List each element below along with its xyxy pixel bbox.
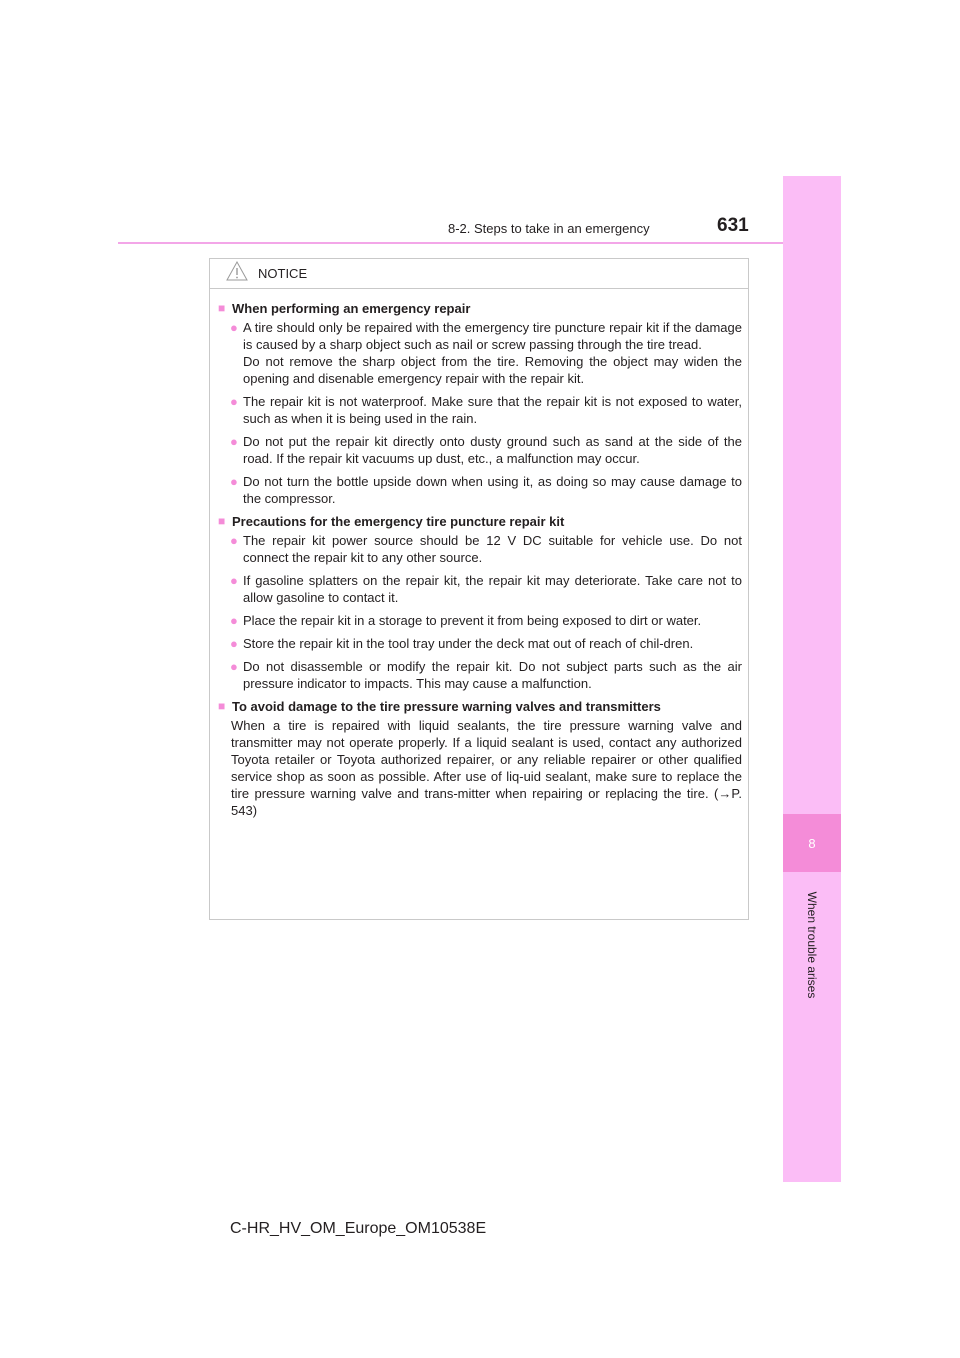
circle-bullet-icon: ● [230, 533, 238, 548]
circle-bullet-icon: ● [230, 659, 238, 674]
notice-body [210, 289, 748, 819]
section-title: 8-2. Steps to take in an emergency [448, 221, 650, 236]
list-item: ● Place the repair kit in a storage to prevent it from being exposed to dirt or water. [230, 613, 702, 628]
page-number: 631 [717, 215, 749, 236]
square-bullet-icon: ■ [218, 301, 226, 315]
section-heading: ■ When performing an emergency repair [218, 301, 471, 316]
circle-bullet-icon: ● [230, 434, 238, 449]
circle-bullet-icon: ● [230, 636, 238, 651]
list-item: ● Do not put the repair kit directly onto dusty ground such as sand at the side of the road. If the repair kit vacuums up dust, etc., a malfunction may occur. [230, 434, 742, 466]
circle-bullet-icon: ● [230, 320, 238, 335]
notice-box [209, 258, 749, 920]
circle-bullet-icon: ● [230, 573, 238, 588]
chapter-number-box [783, 814, 841, 872]
list-item: ● Do not turn the bottle upside down when using it, as doing so may cause damage to the compressor. [230, 474, 742, 506]
warning-triangle-icon [226, 261, 248, 286]
list-item: ● The repair kit power source should be 12 V DC suitable for vehicle use. Do not connect the repair kit to any other source. [230, 533, 742, 565]
chapter-number: 8 [808, 835, 816, 851]
circle-bullet-icon: ● [230, 394, 238, 409]
list-item: ● The repair kit is not waterproof. Make sure that the repair kit is not exposed to water, such as when it is being used in the rain. [230, 394, 742, 426]
chapter-title: When trouble arises [805, 891, 819, 999]
list-item: ● Do not disassemble or modify the repair kit. Do not subject parts such as the air pressure indicator to impacts. This may cause a malfunction. [230, 659, 742, 691]
list-item: ● A tire should only be repaired with the emergency tire puncture repair kit if the damage is caused by a sharp object such as nail or screw passing through the tire tread. Do not remove the sharp object from the tire. Removing the object may widen the opening and disenable emergency repair with the repair kit. [230, 320, 742, 386]
header-rule [118, 242, 841, 244]
square-bullet-icon: ■ [218, 514, 226, 528]
circle-bullet-icon: ● [230, 613, 238, 628]
square-bullet-icon: ■ [218, 699, 226, 713]
circle-bullet-icon: ● [230, 474, 238, 489]
notice-header [210, 259, 748, 289]
section-heading: ■ To avoid damage to the tire pressure warning valves and transmitters [218, 699, 661, 714]
list-item: ● If gasoline splatters on the repair kit, the repair kit may deteriorate. Take care not to allow gasoline to contact it. [230, 573, 742, 605]
document-code: C-HR_HV_OM_Europe_OM10538E [230, 1220, 487, 1237]
notice-title: NOTICE [258, 266, 308, 281]
chapter-side-tab [783, 176, 841, 1182]
section-heading: ■ Precautions for the emergency tire puncture repair kit [218, 514, 565, 529]
list-item: ● Store the repair kit in the tool tray under the deck mat out of reach of chil-dren. [230, 636, 694, 651]
section-paragraph: When a tire is repaired with liquid sealants, the tire pressure warning valve and transmitter may not operate properly. If a liquid sealant is used, contact any authorized Toyota retailer or Toyota authorized repairer, or any reliable repairer or other qualified service shop as soon as possible. After use of liq-uid sealant, make sure to replace the tire pressure warning valve and trans-mitter when repairing or replacing the tire. (→P. 543) [231, 718, 742, 818]
